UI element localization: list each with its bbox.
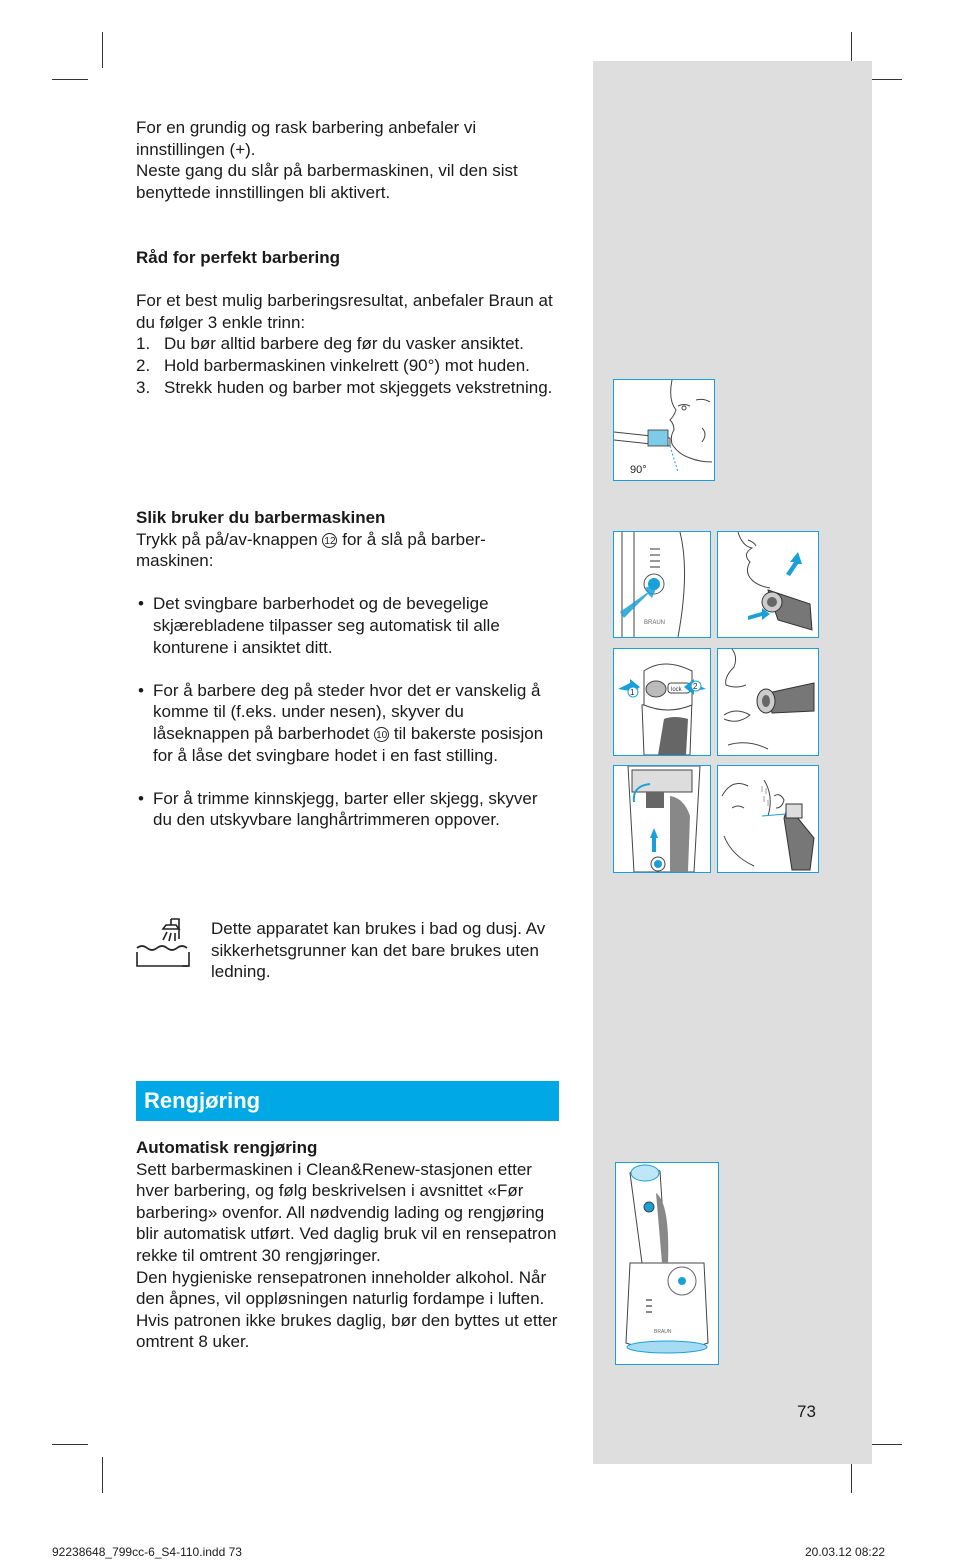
usage-bullet-2: • For å barbere deg på steder hvor det er vanskelig å komme til (f.eks. under nesen), skyver du låseknappen på barberhodet 10 til bakerste posisjon for å låse det svingbare hodet i en fast stilling. <box>138 680 544 765</box>
usage-section <box>136 507 561 831</box>
page-number: 73 <box>797 1402 816 1421</box>
tips-step-3: 3. Strekk huden og barber mot skjeggets vekstretning. <box>136 377 553 397</box>
water-note: Dette apparatet kan brukes i bad og dusj. Av sikkerhetsgrunner kan det bare brukes uten ledning. <box>211 919 546 982</box>
usage-bullet-3: • For å trimme kinnskjegg, barter eller skjegg, skyver du den utskyvbare langhårtrimmeren oppover. <box>138 788 538 830</box>
cleaning-auto-heading: Automatisk rengjøring <box>136 1138 318 1157</box>
illustration-clean-renew-station <box>615 1162 719 1365</box>
tips-step-1: 1. Du bør alltid barbere deg før du vasker ansiktet. <box>136 334 524 354</box>
tips-steps <box>136 333 561 398</box>
tips-step-2: 2. Hold barbermaskinen vinkelrett (90°) mot huden. <box>136 355 530 375</box>
reference-number-12: 12 <box>322 533 337 548</box>
usage-bullet-1: • Det svingbare barberhodet og de bevegelige skjærebladene tilpasser seg automatisk til alle konturene i ansiktet ditt. <box>138 594 500 657</box>
cleaning-para-1: Sett barbermaskinen i Clean&Renew-stasjonen etter hver barbering, og følg beskrivelsen i avsnittet «Før barbering» ovenfor. All nødvendig lading og rengjøring blir automatisk utført. Ved daglig bruk vil en rensepatron rekke til omtrent 30 rengjøringer. <box>136 1159 557 1265</box>
intro-text <box>136 117 561 203</box>
section-title-cleaning: Rengjøring <box>136 1081 559 1121</box>
illustration-trimmer-slide <box>613 765 711 873</box>
footer-file-info: 92238648_799cc-6_S4-110.indd 73 <box>52 1545 242 1559</box>
reference-number-10: 10 <box>374 727 389 742</box>
intro-line-1: For en grundig og rask barbering anbefaler vi innstillingen (+). <box>136 118 477 159</box>
station-brand-label: BRAUN <box>654 1329 672 1335</box>
footer-timestamp: 20.03.12 08:22 <box>805 1545 886 1559</box>
illustration-lock-switch <box>613 648 711 756</box>
usage-lead: Trykk på på/av-knappen 12 for å slå på barber-maskinen: <box>136 529 486 571</box>
usage-heading: Slik bruker du barbermaskinen <box>136 508 386 527</box>
intro-line-2: Neste gang du slår på barbermaskinen, vil den sist benyttede innstillingen bli aktivert. <box>136 161 518 202</box>
illustration-sideburn-trimming <box>717 765 819 873</box>
illustration-under-nose <box>717 648 819 756</box>
crop-mark <box>102 1457 103 1493</box>
illustration-90-degree-shaving <box>613 379 715 481</box>
tips-lead: For et best mulig barberingsresultat, anbefaler Braun at du følger 3 enkle trinn: <box>136 291 553 332</box>
crop-mark <box>102 32 103 68</box>
crop-mark <box>52 1444 88 1445</box>
cleaning-section <box>136 1137 566 1353</box>
tips-heading: Råd for perfekt barbering <box>136 248 341 267</box>
tips-section <box>136 247 561 398</box>
brand-label: BRAUN <box>644 620 666 626</box>
step-1-label: 1 <box>630 688 635 697</box>
angle-label: 90° <box>630 464 647 476</box>
lock-label: lock <box>671 687 682 693</box>
illustration-power-button <box>613 531 711 638</box>
cleaning-para-2: Den hygieniske rensepatronen inneholder alkohol. Når den åpnes, vil oppløsningen naturlig fordampe i luften. Hvis patronen ikke brukes daglig, bør den byttes ut etter omtrent 8 uker. <box>136 1267 558 1352</box>
crop-mark <box>52 79 88 80</box>
illustration-chin-shaving <box>717 531 819 638</box>
step-2-label: 2 <box>693 682 698 691</box>
shower-bath-icon <box>132 916 194 972</box>
